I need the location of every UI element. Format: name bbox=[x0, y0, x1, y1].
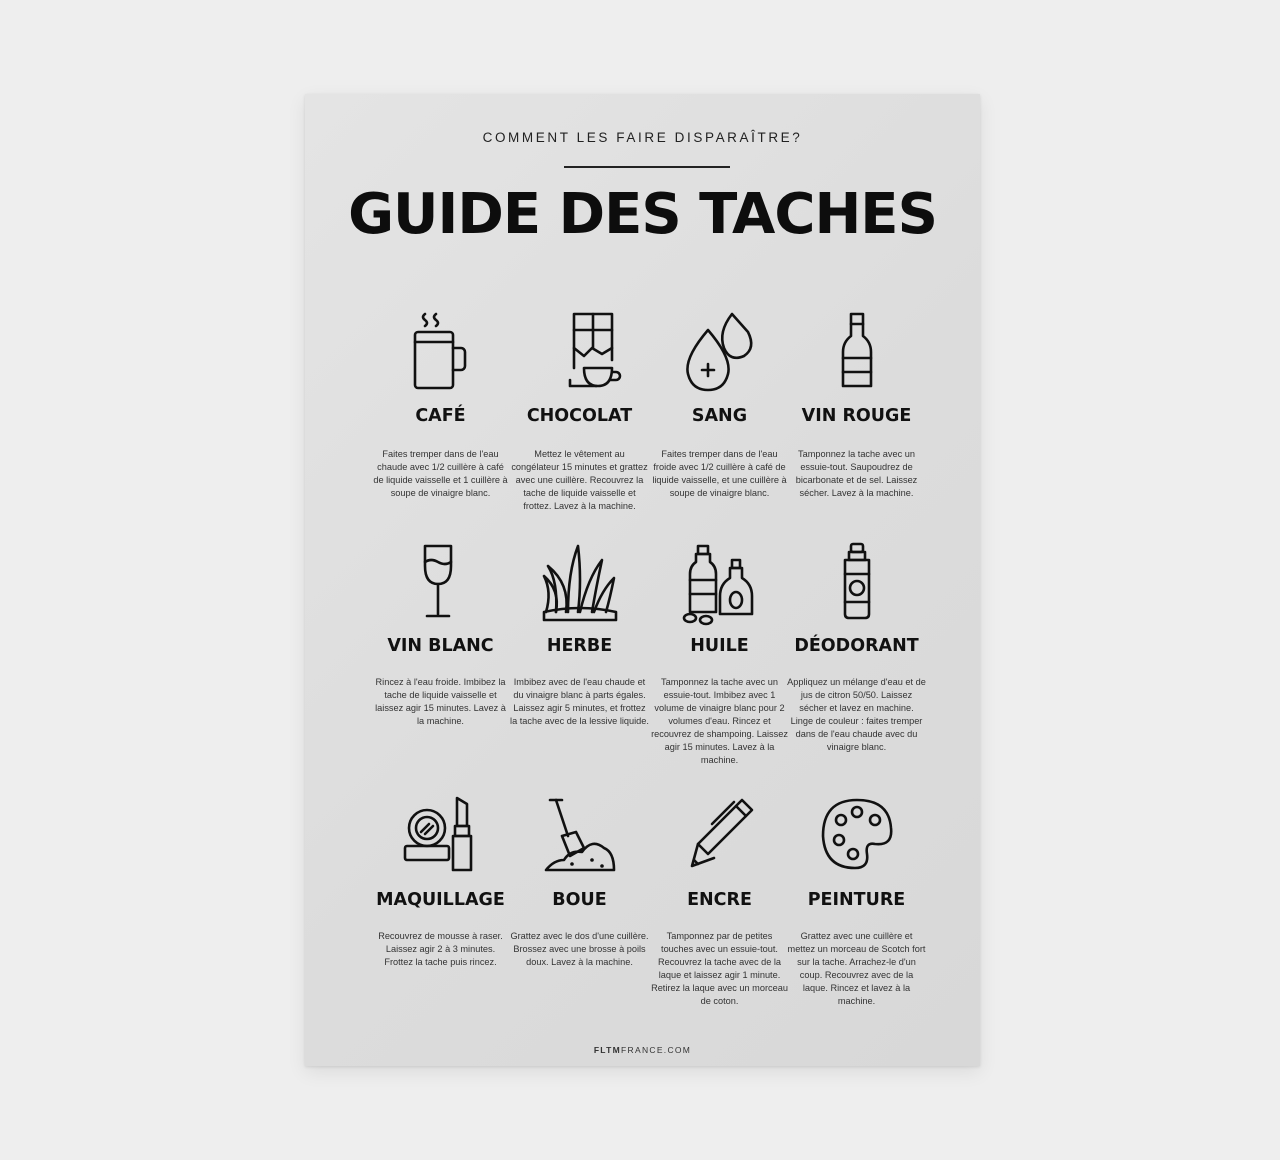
stain-instructions: Tamponnez la tache avec un essuie-tout. Imbibez avec 1 volume de vinaigre blanc pour 2 volumes d'eau. Rincez et recouvrez de shampoing. Laissez agir 15 minutes. Lavez à la machine. bbox=[651, 677, 788, 765]
stain-card-deodorant bbox=[787, 540, 926, 752]
stain-name: MAQUILLAGE bbox=[376, 890, 505, 910]
deodorant-spray-icon bbox=[819, 540, 895, 626]
stain-card-vin-rouge bbox=[789, 308, 924, 498]
stain-instructions: Tamponnez la tache avec un essuie-tout. Saupoudrez de bicarbonate et de sel. Laissez sécher. Lavez à la machine. bbox=[795, 449, 918, 498]
stain-instructions: Grattez avec le dos d'une cuillère. Brossez avec une brosse à poils doux. Lavez à la machine. bbox=[510, 931, 649, 967]
makeup-compact-lipstick-icon bbox=[403, 794, 479, 880]
stain-card-maquillage bbox=[373, 794, 508, 967]
stain-instructions: Appliquez un mélange d'eau et de jus de citron 50/50. Laissez sécher et lavez en machine. Linge de couleur : faites tremper dans de l'eau chaude avec du vinaigre blanc. bbox=[787, 677, 926, 752]
oil-bottles-icon bbox=[682, 540, 758, 626]
chocolate-bar-cup-icon bbox=[542, 308, 618, 394]
stain-name: CAFÉ bbox=[415, 406, 466, 426]
stain-instructions: Tamponnez par de petites touches avec un essuie-tout. Recouvrez la tache avec de la laque et laissez agir 1 minute. Retirez la laque avec un morceau de coton. bbox=[651, 931, 788, 1006]
stain-instructions: Grattez avec une cuillère et mettez un morceau de Scotch fort sur la tache. Arrachez-le d'un coup. Recouvrez avec de la laque. Rincez et lavez à la machine. bbox=[787, 931, 926, 1006]
stain-instructions: Faites tremper dans de l'eau froide avec 1/2 cuillère à café de liquide vaisselle, et une cuillère à soupe de vinaigre blanc. bbox=[652, 449, 787, 498]
wine-glass-icon bbox=[403, 540, 479, 626]
paint-palette-icon bbox=[819, 794, 895, 880]
grass-icon bbox=[542, 540, 618, 626]
stain-card-herbe bbox=[510, 540, 649, 726]
stain-instructions: Recouvrez de mousse à raser. Laissez agir 2 à 3 minutes. Frottez la tache puis rincez. bbox=[378, 931, 503, 967]
stain-instructions: Mettez le vêtement au congélateur 15 minutes et grattez avec une cuillère. Recouvrez la tache de liquide vaisselle et frottez. Lavez à la machine. bbox=[511, 449, 648, 511]
stain-name: ENCRE bbox=[687, 890, 752, 910]
stain-card-chocolat bbox=[511, 308, 648, 511]
stain-name: HUILE bbox=[690, 636, 749, 656]
poster-subtitle: COMMENT LES FAIRE DISPARAÎTRE? bbox=[482, 130, 803, 145]
stain-card-huile bbox=[651, 540, 788, 765]
stain-name: SANG bbox=[691, 406, 748, 426]
stain-card-vin-blanc bbox=[373, 540, 508, 726]
coffee-mug-icon bbox=[403, 308, 479, 394]
stain-card-sang bbox=[652, 308, 787, 498]
stain-name: VIN BLANC bbox=[387, 636, 494, 656]
poster-title: GUIDE DES TACHES bbox=[348, 182, 937, 247]
poster-footer bbox=[305, 1045, 980, 1055]
stain-card-encre bbox=[651, 794, 788, 1006]
footer-brand: FLTM bbox=[593, 1045, 622, 1055]
footer-domain: FRANCE.COM bbox=[621, 1045, 692, 1055]
stain-name: HERBE bbox=[546, 636, 613, 656]
stain-card-boue bbox=[510, 794, 649, 967]
stain-instructions: Faites tremper dans de l'eau chaude avec 1/2 cuillère à café de liquide vaisselle et 1 cuillère à soupe de vinaigre blanc. bbox=[373, 449, 508, 498]
stain-name: BOUE bbox=[552, 890, 607, 910]
stain-name: CHOCOLAT bbox=[526, 406, 633, 426]
blood-drops-icon bbox=[682, 308, 758, 394]
stain-instructions: Rincez à l'eau froide. Imbibez la tache de liquide vaisselle et laissez agir 15 minutes. Lavez à la machine. bbox=[375, 677, 506, 726]
shovel-mud-icon bbox=[542, 794, 618, 880]
stain-card-cafe bbox=[373, 308, 508, 498]
title-divider bbox=[564, 166, 730, 168]
pen-icon bbox=[682, 794, 758, 880]
stain-card-peinture bbox=[787, 794, 926, 1006]
stain-guide-poster bbox=[305, 94, 980, 1066]
stain-name: PEINTURE bbox=[807, 890, 906, 910]
wine-bottle-icon bbox=[819, 308, 895, 394]
stain-name: VIN ROUGE bbox=[801, 406, 912, 426]
stain-instructions: Imbibez avec de l'eau chaude et du vinaigre blanc à parts égales. Laissez agir 5 minutes, et frottez la tache avec de la lessive liquide. bbox=[510, 677, 649, 726]
stain-name: DÉODORANT bbox=[794, 636, 919, 656]
